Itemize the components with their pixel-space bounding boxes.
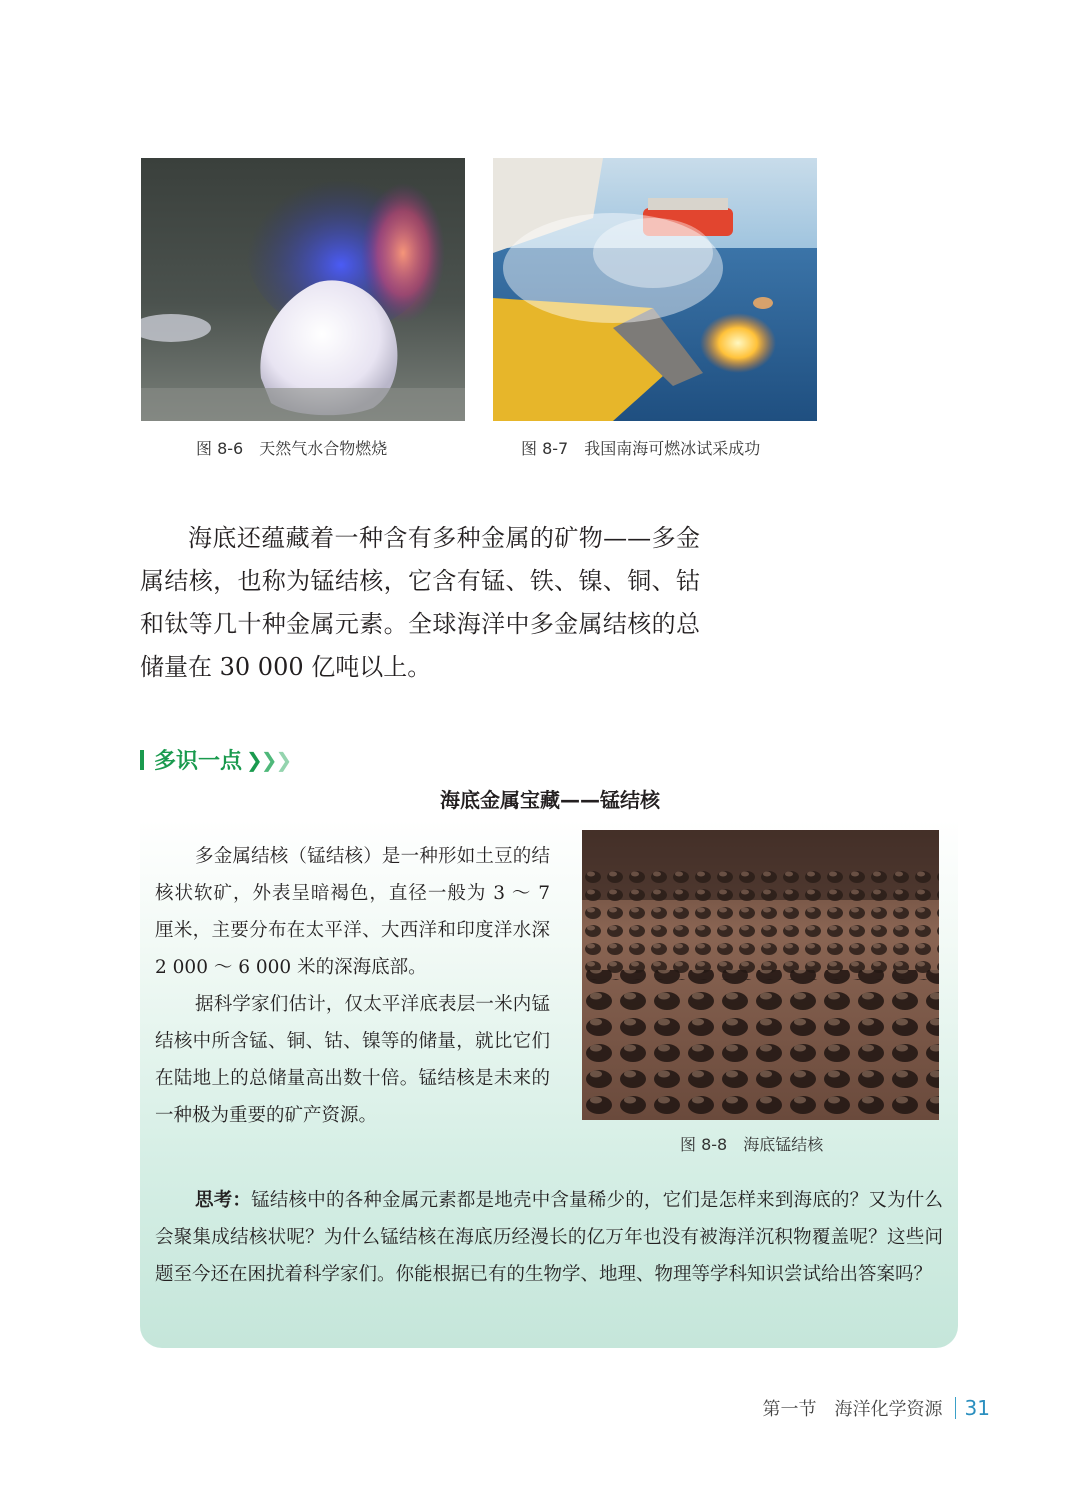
sidebar-text [155,838,550,1134]
footer-chapter: 海洋化学资源 [834,1399,943,1420]
figure-8-7-caption: 图 8-7 我国南海可燃冰试采成功 [521,439,761,458]
sidebar-header-label: 多识一点 [154,749,243,774]
think-text: 锰结核中的各种金属元素都是地壳中含量稀少的，它们是怎样来到海底的？又为什么会聚集成结核状呢？为什么锰结核在海底历经漫长的亿万年也没有被海洋沉积物覆盖呢？这些问题至今还在困扰着科学家们。你能根据已有的生物学、地理、物理等学科知识尝试给出答案吗？ [155,1190,943,1285]
chevron-right-icon: ❯❯❯ [246,747,291,772]
figure-manganese-nodules-photo [582,830,939,1120]
footer-section: 第一节 [762,1399,817,1420]
body-paragraph: 海底还蕴藏着一种含有多种金属的矿物——多金属结核，也称为锰结核，它含有锰、铁、镍、铜、钴和钛等几十种金属元素。全球海洋中多金属结核的总储量在 30 000 亿吨以上。 [140,524,700,681]
sidebar-title: 海底金属宝藏——锰结核 [440,788,660,812]
page-number: 31 [964,1396,990,1420]
figure-gas-hydrate-burning-photo [141,158,465,421]
figure-8-8-caption: 图 8-8 海底锰结核 [680,1135,824,1154]
sidebar-header [140,744,290,775]
figure-south-china-sea-trial-photo [493,158,817,421]
think-question [155,1182,943,1293]
sidebar-header-bar [140,750,144,770]
figure-8-6-caption: 图 8-6 天然气水合物燃烧 [196,439,388,458]
page-footer [763,1395,990,1421]
sidebar-paragraph: 多金属结核（锰结核）是一种形如土豆的结核状软矿，外表呈暗褐色，直径一般为 3 ～ 7 厘米，主要分布在太平洋、大西洋和印度洋水深 2 000 ～ 6 000 米的深海底部。 [155,846,550,978]
footer-divider [955,1397,956,1419]
sidebar-paragraph: 据科学家们估计，仅太平洋底表层一米内锰结核中所含锰、铜、钴、镍等的储量，就比它们在陆地上的总储量高出数十倍。锰结核是未来的一种极为重要的矿产资源。 [155,994,550,1126]
body-paragraph-block [140,517,700,689]
think-label: 思考： [195,1190,252,1211]
